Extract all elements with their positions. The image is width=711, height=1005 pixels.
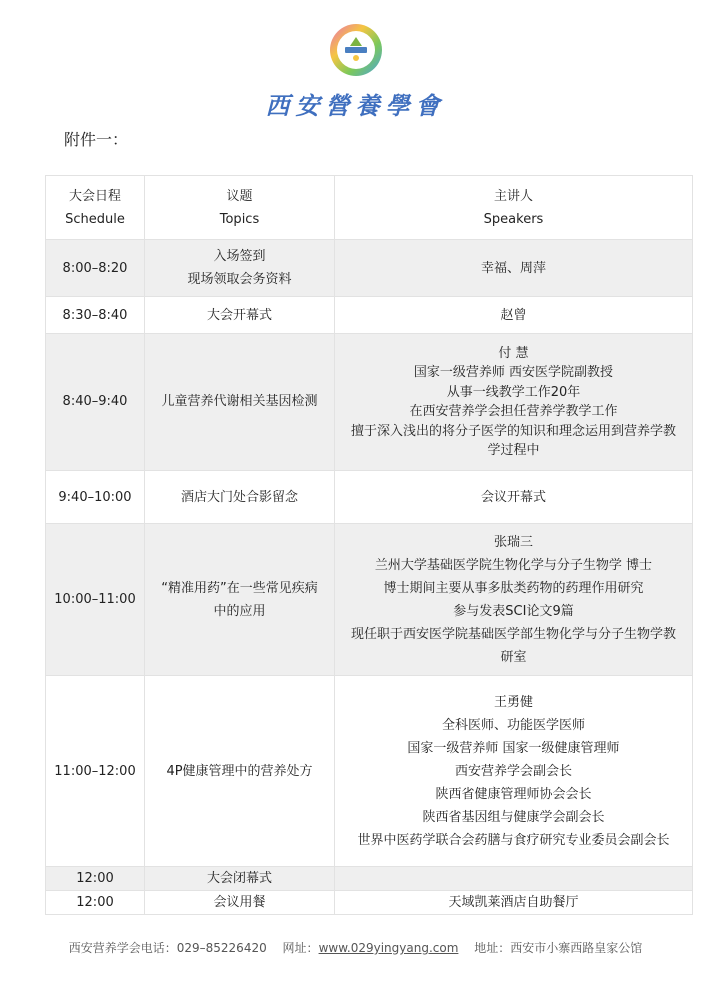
speaker-cell: 天域凯莱酒店自助餐厅 — [335, 891, 693, 915]
topic-cell: 大会闭幕式 — [145, 867, 335, 891]
footer-website-label: 网址： — [282, 941, 319, 955]
table-row — [46, 891, 693, 915]
time-cell: 8:40–9:40 — [46, 334, 145, 471]
footer-website-link[interactable]: www.029yingyang.com — [318, 941, 459, 955]
topic-cell: 入场签到 现场领取会务资料 — [145, 240, 335, 297]
time-cell: 10:00–11:00 — [46, 524, 145, 676]
topic-cell: 会议用餐 — [145, 891, 335, 915]
footer-address: 地址：西安市小寨西路皇家公馆 — [474, 941, 643, 955]
speaker-cell: 付 慧 国家一级营养师 西安医学院副教授 从事一线教学工作20年 在西安营养学会担任营养学教学工作 擅于深入浅出的将分子医学的知识和理念运用到营养学教 学过程中 — [335, 334, 693, 471]
header-speakers: 主讲人 Speakers — [335, 176, 693, 240]
topic-cell: 儿童营养代谢相关基因检测 — [145, 334, 335, 471]
society-logo-icon — [328, 22, 384, 78]
time-cell: 8:30–8:40 — [46, 297, 145, 334]
footer-phone: 西安营养学会电话：029–85226420 — [68, 941, 267, 955]
speaker-cell: 赵曾 — [335, 297, 693, 334]
header-schedule: 大会日程 Schedule — [46, 176, 145, 240]
table-row — [46, 297, 693, 334]
table-header-row — [46, 176, 693, 240]
time-cell: 11:00–12:00 — [46, 676, 145, 867]
speaker-cell: 王勇健 全科医师、功能医学医师 国家一级营养师 国家一级健康管理师 西安营养学会副会长 陕西省健康管理师协会会长 陕西省基因组与健康学会副会长 世界中医药学联合会药膳与食疗研究专业委员会副会长 — [335, 676, 693, 867]
time-cell: 12:00 — [46, 867, 145, 891]
time-cell: 8:00–8:20 — [46, 240, 145, 297]
table-row — [46, 524, 693, 676]
footer-website-group — [283, 941, 459, 955]
page-header — [0, 22, 711, 121]
time-cell: 9:40–10:00 — [46, 471, 145, 524]
speaker-cell: 会议开幕式 — [335, 471, 693, 524]
table-row — [46, 867, 693, 891]
speaker-cell: 张瑞三 兰州大学基础医学院生物化学与分子生物学 博士 博士期间主要从事多肽类药物的药理作用研究 参与发表SCI论文9篇 现任职于西安医学院基础医学部生物化学与分子生物学教 研室 — [335, 524, 693, 676]
page-footer — [0, 939, 711, 956]
table-row — [46, 471, 693, 524]
topic-cell: 4P健康管理中的营养处方 — [145, 676, 335, 867]
table-row — [46, 334, 693, 471]
table-row — [46, 676, 693, 867]
time-cell: 12:00 — [46, 891, 145, 915]
topic-cell: 酒店大门处合影留念 — [145, 471, 335, 524]
table-row — [46, 240, 693, 297]
topic-cell: 大会开幕式 — [145, 297, 335, 334]
org-title: 西安營養學會 — [265, 91, 446, 120]
schedule-table — [45, 175, 693, 915]
topic-cell: “精准用药”在一些常见疾病 中的应用 — [145, 524, 335, 676]
speaker-cell: 幸福、周萍 — [335, 240, 693, 297]
header-topics: 议题 Topics — [145, 176, 335, 240]
attachment-label: 附件一： — [64, 130, 129, 149]
speaker-cell — [335, 867, 693, 891]
